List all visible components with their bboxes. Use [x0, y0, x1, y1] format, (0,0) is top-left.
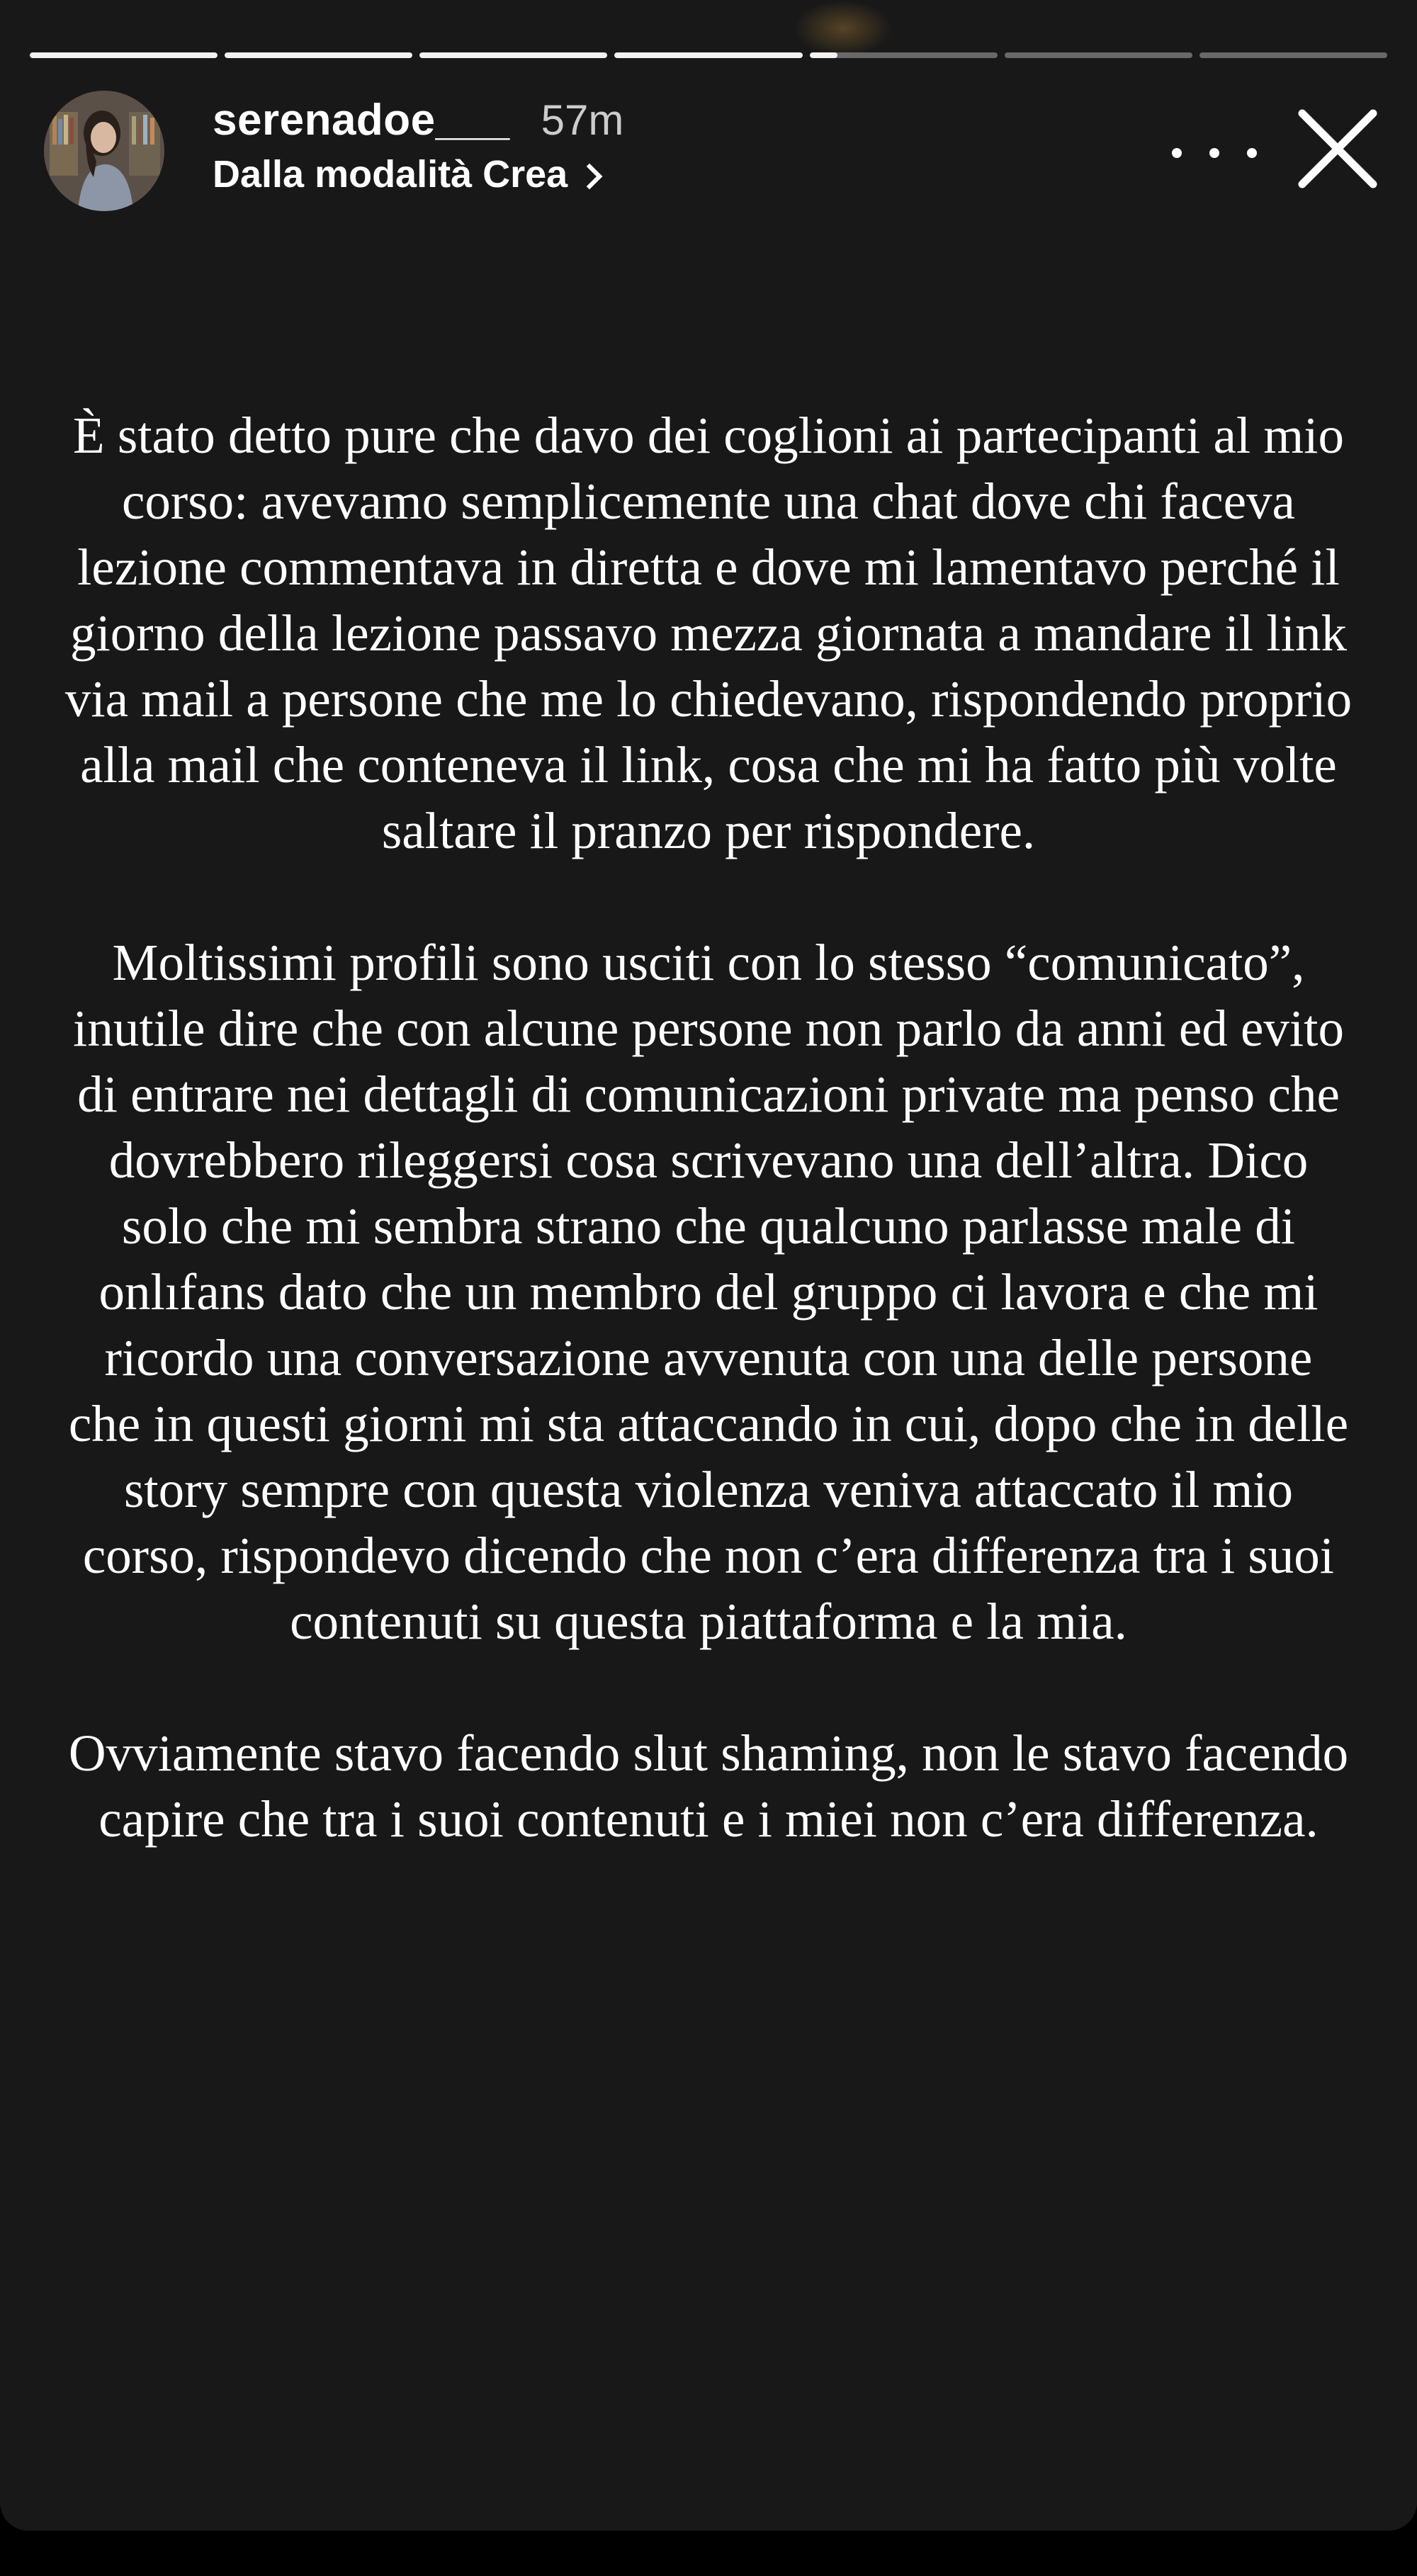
- story-progress-bar: [30, 52, 1387, 58]
- user-info: [213, 95, 623, 196]
- user-line: [213, 95, 623, 145]
- close-icon: [1294, 105, 1382, 193]
- progress-segment: [419, 52, 607, 58]
- avatar[interactable]: [44, 91, 164, 211]
- create-mode-label: Dalla modalità Crea: [213, 153, 568, 196]
- progress-segment: [1005, 52, 1192, 58]
- more-horizontal-icon: [1209, 148, 1219, 158]
- top-light-glow: [794, 0, 893, 57]
- more-horizontal-icon: [1172, 148, 1182, 158]
- progress-segment: [225, 52, 412, 58]
- progress-segment: [1199, 52, 1387, 58]
- progress-segment: [810, 52, 998, 58]
- progress-segment: [614, 52, 802, 58]
- more-options-button[interactable]: [1172, 132, 1257, 174]
- create-mode-link[interactable]: [213, 152, 623, 196]
- story-paragraph-1: È stato detto pure che davo dei coglioni ai partecipanti al mio corso: avevamo semplicemente una chat dove chi faceva lezione commentava in diretta e dove mi lamentavo perché il giorno della lezione passavo mezza giornata a mandare il link via mail a persone che me lo chiedevano, rispondendo proprio alla mail che conteneva il link, cosa che mi ha fatto più volte saltare il pranzo per rispondere.: [64, 407, 1353, 859]
- timestamp: 57m: [541, 96, 624, 144]
- chevron-right-icon: [577, 164, 603, 190]
- close-button[interactable]: [1294, 105, 1382, 193]
- username[interactable]: serenadoe___: [213, 96, 510, 145]
- story-paragraph-3: Ovviamente stavo facendo slut shaming, non le stavo facendo capire che tra i suoi contenuti e i miei non c’era differenza.: [68, 1724, 1349, 1848]
- story-text: [64, 402, 1353, 1918]
- more-horizontal-icon: [1247, 148, 1257, 158]
- story-paragraph-2: Moltissimi profili sono usciti con lo stesso “comunicato”, inutile dire che con alcune persone non parlo da anni ed evito di entrare nei dettagli di comunicazioni private ma penso che dovrebbero rileggersi cosa scrivevano una dell’altra. Dico solo che mi sembra strano che qualcuno parlasse male di onlıfans dato che un membro del gruppo ci lavora e che mi ricordo una conversazione avvenuta con una delle persone che in questi giorni mi sta attaccando in cui, dopo che in delle story sempre con questa violenza veniva attaccato il mio corso, rispondevo dicendo che non c’era differenza tra i suoi contenuti su questa piattaforma e la mia.: [68, 934, 1349, 1650]
- progress-segment: [30, 52, 218, 58]
- story-header: [44, 89, 1382, 214]
